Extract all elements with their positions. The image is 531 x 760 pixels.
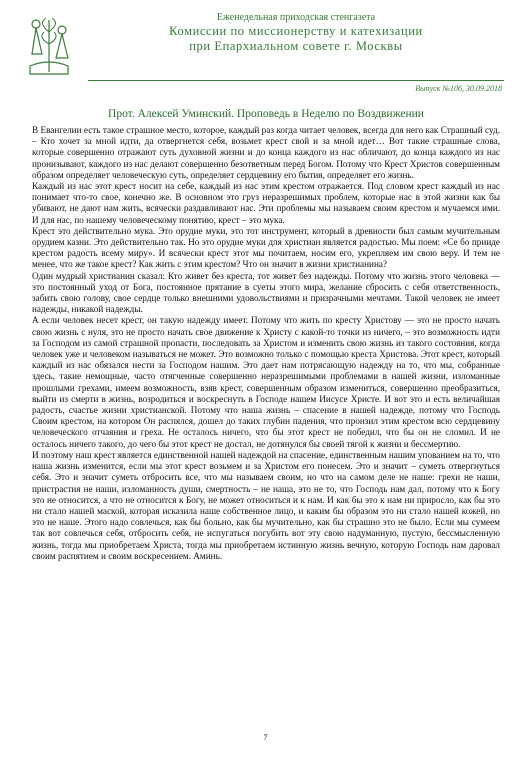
- header-divider: [88, 80, 504, 81]
- paragraph: Крест это действительно мука. Это орудие муки, это тот инструмент, который в древности был самым мучительным орудием казни. Это действительно так. Но это орудие муки для христиан является радостью. Мы поем: «Се бо прииде крестом радость всему миру». И всячески крест этот мы почитаем, носим его, укрепляем им свою веру. И тем не менее, что же такое крест? Как жить с этим крестом? Что он значит в жизни христианина?: [32, 225, 500, 270]
- paragraph: В Евангелии есть такое страшное место, которое, каждый раз когда читает человек, всегда для него как Страшный суд. – Кто хочет за мной идти, да отвергнется себя, возьмет крест свой и за мной идет… Вот такие страшные слова, которые совершенно отражают суть духовной жизни и до конца каждого из нас обличают, до конца каждого из нас пронизывают, каждого из нас делают совершенно безответным перед Богом. Потому что Крест Христов совершенным образом определяет человеческую суть, определяет сердцевину его бытия, определяет его жизнь.: [32, 125, 500, 180]
- masthead-weekly: Еженедельная приходская стенгазета: [216, 12, 376, 23]
- commission-logo: [22, 14, 76, 78]
- issue-info: Выпуск №106, 30.09.2018: [415, 84, 502, 93]
- masthead-commission: Комиссии по миссионерству и катехизации: [169, 24, 423, 38]
- page-number: 7: [263, 733, 268, 742]
- paragraph: Один мудрый христианин сказал: Кто живет без креста, тот живет без надежды. Потому что жизнь этого человека — это постоянный уход от Бога, постоянное прятание в суеты этого мира, желание сбросить с себя ответственность, забить свою голову, свое сердце только внешними удовольствиями и призрачными мечтами. Такой человек не имеет надежды, никакой надежды.: [32, 270, 500, 315]
- masthead: [86, 12, 506, 54]
- article-title: Прот. Алексей Уминский. Проповедь в Неделю по Воздвижении: [108, 108, 424, 120]
- paragraph: Каждый из нас этот крест носит на себе, каждый из нас этим крестом отражается. Под словом крест каждый из нас понимает что-то свое, конечно же. В основном это груз неразрешимых проблем, которые нас в этой жизни как бы убивают, не дают нам жить, всячески раздавливают нас. Эти проблемы мы называем своим крестом и мучаемся ими. И для нас, по нашему человеческому понятию, крест – это мука.: [32, 181, 500, 225]
- masthead-council: при Епархиальном совете г. Москвы: [189, 39, 403, 53]
- article-body: [32, 125, 500, 562]
- paragraph: А если человек несет крест, он такую надежду имеет. Потому что жить по кресту Христову — это не просто начать свою жизнь с нуля, это не просто начать свое движение к Христу с какой-то точки из ничего, – это возможность идти за Господом из самой страшной пропасти, последовать за Христом и изменить свою жизнь из такого состояния, когда человек уже и человеком называться не может. Это возможно только с помощью креста Христова. Этот крест, который каждый из нас обязался нести за Господом нашим. Это дает нам потрясающую надежду на то, что мы, собранные здесь, такие немощные, часто отягченные совершенно неразрешимыми проблемами в нашей жизни, изломанные прошлыми грехами, имеем возможность, взяв крест, совершенным образом измениться, совершенно преобразиться, выйти из смерти в жизнь, возродиться и воскреснуть в Господе нашем Иисусе Христе. И вот это и есть величайшая радость, счастье жизни христианской. Потому что наша жизнь – спасение в нашей надежде, потому что Господь Своим крестом, на котором Он распялся, дошел до таких глубин падения, что пронзил этим крестом всю сердцевину человеческого отчаяния и греха. Не осталось ничего, что бы этот крест не победил, что бы он не сломил. И не осталось ничего такого, до чего бы этот крест не достал, не дотянулся бы своей тягой к жизни и бессмертию.: [32, 315, 500, 449]
- paragraph: И поэтому наш крест является единственной нашей надеждой на спасение, единственным нашим упованием на то, что наша жизнь изменится, если мы этот крест возьмем и за Христом его понесем. Это и значит – суметь отвергнуться себя. Это и значит суметь отбросить все, что мы называем своим, но что на самом деле не наше: грехи не наши, пристрастия не наши, изломанность души, смертность – не наша, это не то, что Господь нам дал, потому что к Богу это не относится, а что не относится к Богу, не может относиться и к нам. И как бы это к нам ни приросло, как бы это ни стало нашей маской, которая исказила наше собственное лицо, и каким бы образом это ни стало нашей кожей, но это не наше. Этого надо совлечься, как бы больно, как бы мучительно, как бы страшно это не было. Если мы сумеем так вот совлечься себя, отбросить себя, не испугаться погубить вот эту свою надуманную, пустую, бессмысленную жизнь, тогда мы приобретаем Христа, тогда мы приобретаем истинную жизнь вечную, которую Господь нам даровал своим распятием и своим воскресением. Аминь.: [32, 449, 500, 561]
